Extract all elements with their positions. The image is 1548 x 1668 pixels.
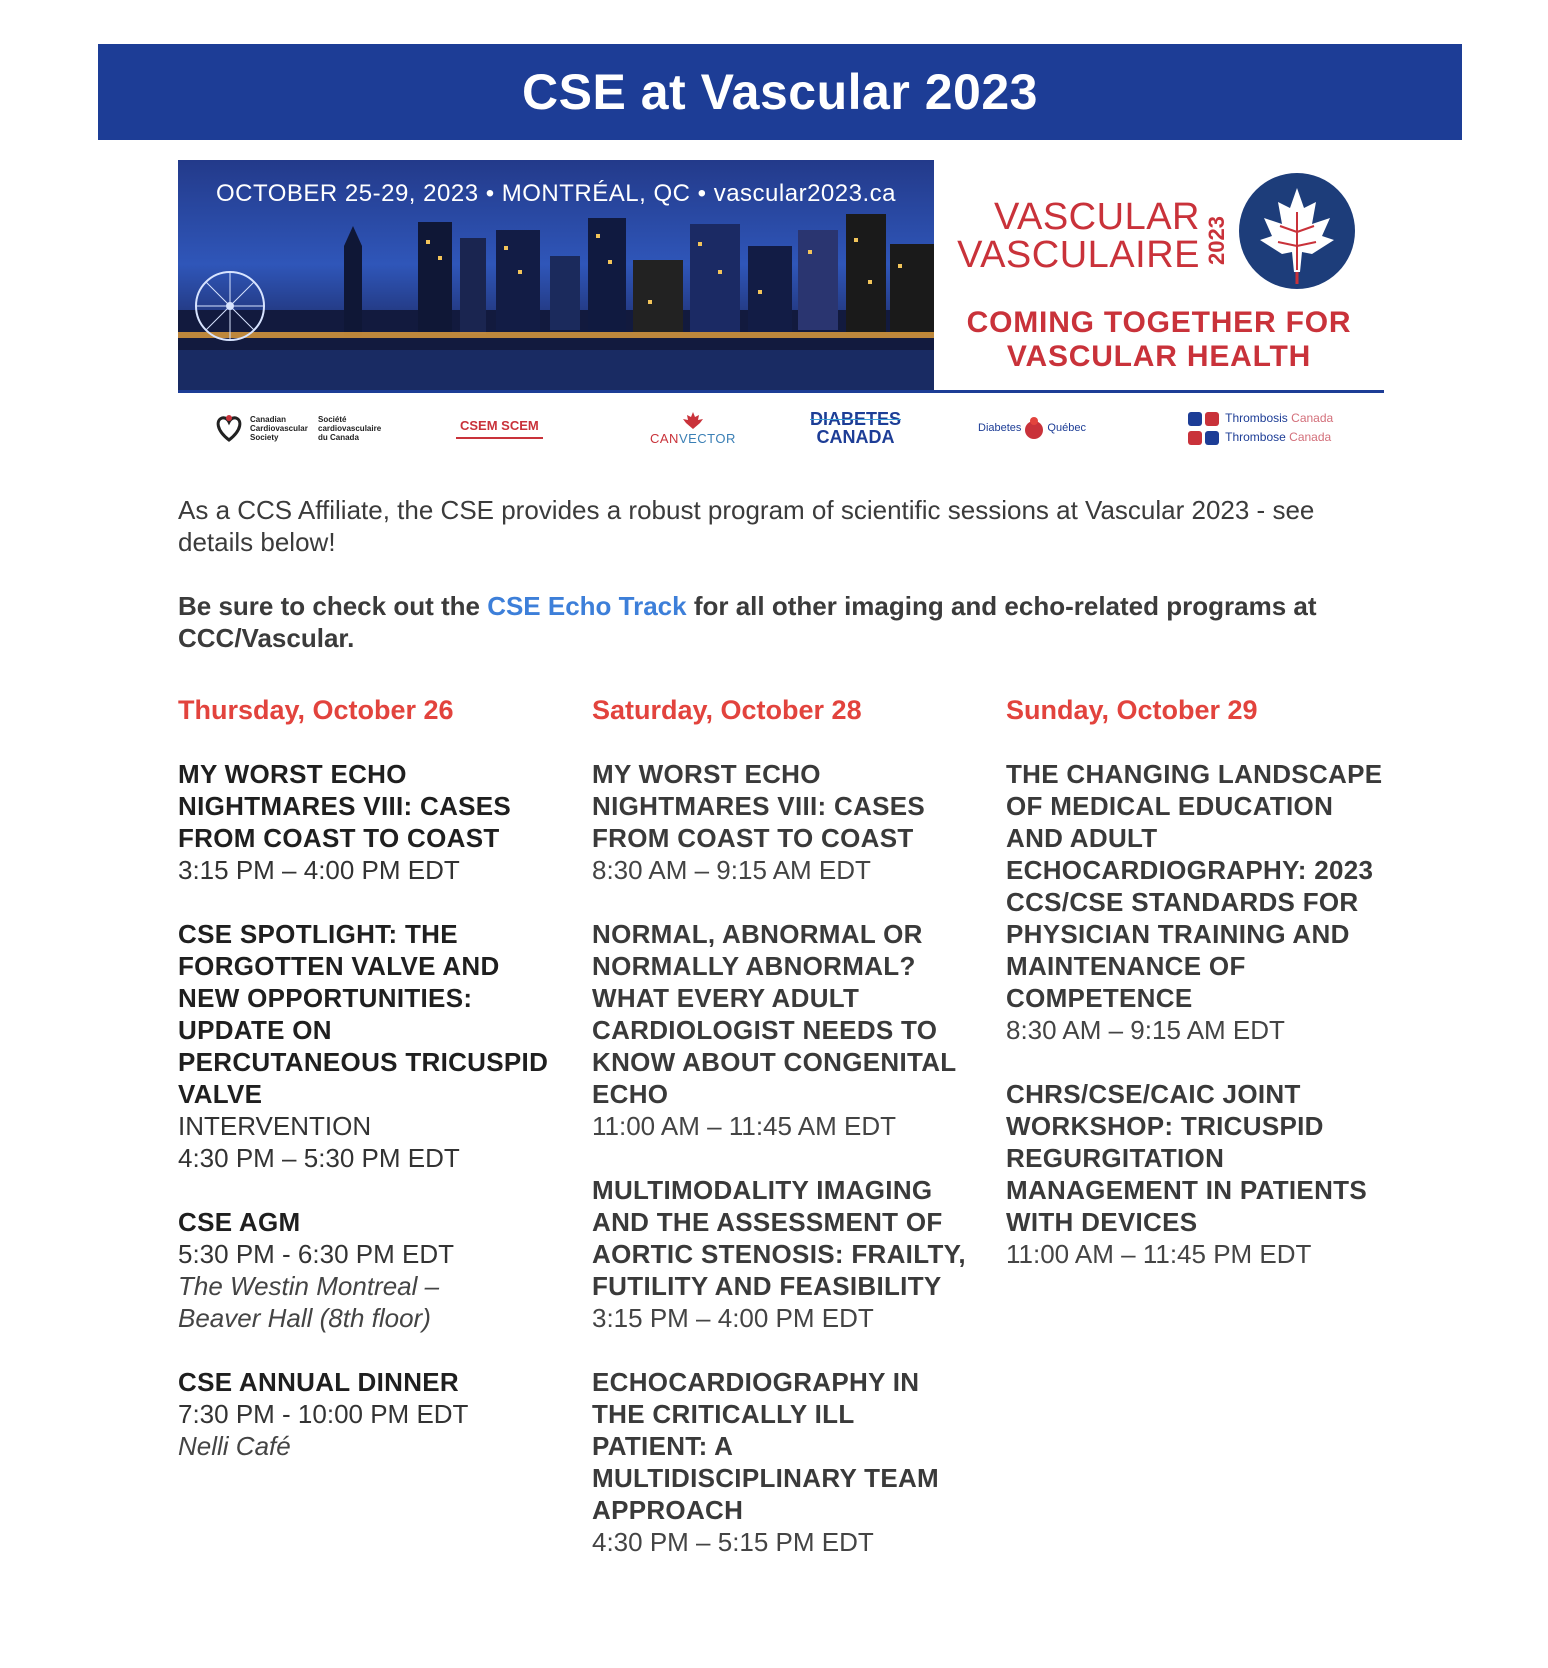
session-title: MULTIMODALITY IMAGING AND THE ASSESSMENT OF AORTIC STENOSIS: FRAILTY, FUTILITY AND FEASIBILITY xyxy=(592,1175,966,1301)
event-banner[interactable] xyxy=(178,160,1384,392)
session-title: CSE SPOTLIGHT: THE FORGOTTEN VALVE AND NEW OPPORTUNITIES: UPDATE ON PERCUTANEOUS TRICUSPID VALVE xyxy=(178,919,549,1109)
session-time: 8:30 AM – 9:15 AM EDT xyxy=(1006,1015,1285,1045)
session-time: 4:30 PM – 5:15 PM EDT xyxy=(592,1527,874,1557)
brand-year: 2023 xyxy=(1204,216,1229,266)
session-title: THE CHANGING LANDSCAPE OF MEDICAL EDUCATION AND ADULT ECHOCARDIOGRAPHY: 2023 CCS/CSE STANDARDS FOR PHYSICIAN TRAINING AND MAINTENANCE OF COMPETENCE xyxy=(1006,759,1383,1013)
thrombosis-canada-logo: Thrombosis Canada Thrombose Canada xyxy=(1188,398,1333,458)
session-location: The Westin Montreal – xyxy=(178,1271,440,1301)
heart-icon xyxy=(1205,412,1219,426)
session-item xyxy=(592,918,972,1142)
session-item xyxy=(178,918,558,1174)
banner-divider xyxy=(178,390,1384,393)
vascular-brand-panel xyxy=(934,160,1384,392)
session-time: 5:30 PM - 6:30 PM EDT xyxy=(178,1239,454,1269)
session-item xyxy=(1006,1078,1396,1270)
session-title: MY WORST ECHO NIGHTMARES VIII: CASES FROM COAST TO COAST xyxy=(178,759,512,853)
drop-icon xyxy=(1023,415,1045,441)
maple-leaf-heart-icon xyxy=(1238,172,1356,290)
maple-leaf-icon xyxy=(682,411,704,431)
day-heading: Sunday, October 29 xyxy=(1006,695,1258,725)
session-time: 11:00 AM – 11:45 AM EDT xyxy=(592,1111,896,1141)
schedule-column-saturday xyxy=(592,694,972,1590)
ccs-logo: Canadian Cardiovascular Society Société cardiovasculaire du Canada xyxy=(214,398,390,458)
day-heading: Thursday, October 26 xyxy=(178,695,454,725)
session-item xyxy=(178,1366,558,1462)
session-title: CSE AGM xyxy=(178,1207,301,1237)
cse-echo-track-link[interactable]: CSE Echo Track xyxy=(487,591,687,621)
schedule-column-sunday xyxy=(1006,694,1396,1302)
session-time: 11:00 AM – 11:45 PM EDT xyxy=(1006,1239,1312,1269)
partner-logos xyxy=(178,398,1384,458)
diabetes-quebec-logo: Diabetes Québec xyxy=(978,398,1086,458)
session-time: 4:30 PM – 5:30 PM EDT xyxy=(178,1143,460,1173)
session-location: Nelli Café xyxy=(178,1431,291,1461)
montreal-skyline-image xyxy=(178,160,934,392)
session-time: 8:30 AM – 9:15 AM EDT xyxy=(592,855,871,885)
echo-track-callout: Be sure to check out the CSE Echo Track for all other imaging and echo-related programs at CCC/Vascular. xyxy=(178,591,1317,653)
session-title: CHRS/CSE/CAIC JOINT WORKSHOP: TRICUSPID REGURGITATION MANAGEMENT IN PATIENTS WITH DEVICES xyxy=(1006,1079,1367,1237)
day-heading: Saturday, October 28 xyxy=(592,695,862,725)
intro-paragraph: As a CCS Affiliate, the CSE provides a robust program of scientific sessions at Vascular 2023 - see details below! xyxy=(178,495,1315,557)
brand-wordmark: VASCULAR VASCULAIRE xyxy=(957,196,1200,276)
session-title-tail: INTERVENTION xyxy=(178,1111,372,1141)
session-title: NORMAL, ABNORMAL OR NORMALLY ABNORMAL? WHAT EVERY ADULT CARDIOLOGIST NEEDS TO KNOW ABOUT CONGENITAL ECHO xyxy=(592,919,957,1109)
session-item xyxy=(178,758,558,886)
newsletter-header xyxy=(98,44,1462,140)
diabetes-canada-logo: DIABETES CANADA xyxy=(810,409,902,447)
session-title: CSE ANNUAL DINNER xyxy=(178,1367,460,1397)
leg-icon xyxy=(1205,431,1219,445)
event-dates-location: OCTOBER 25-29, 2023 • MONTRÉAL, QC • vascular2023.ca xyxy=(216,180,896,207)
session-item xyxy=(592,1366,972,1558)
session-item xyxy=(178,1206,558,1334)
ccs-heart-icon xyxy=(214,414,244,442)
session-title: MY WORST ECHO NIGHTMARES VIII: CASES FROM COAST TO COAST xyxy=(592,759,926,853)
session-time: 3:15 PM – 4:00 PM EDT xyxy=(592,1303,874,1333)
session-title: ECHOCARDIOGRAPHY IN THE CRITICALLY ILL PATIENT: A MULTIDISCIPLINARY TEAM APPROACH xyxy=(592,1367,939,1525)
page-title: CSE at Vascular 2023 xyxy=(522,64,1038,120)
session-time: 7:30 PM - 10:00 PM EDT xyxy=(178,1399,469,1429)
session-item xyxy=(1006,758,1396,1046)
session-time: 3:15 PM – 4:00 PM EDT xyxy=(178,855,460,885)
csem-logo: CSEM SCEM xyxy=(456,398,543,458)
session-item xyxy=(592,1174,972,1334)
brand-slogan: COMING TOGETHER FOR VASCULAR HEALTH xyxy=(966,306,1352,373)
schedule-column-thursday xyxy=(178,694,558,1494)
brain-icon xyxy=(1188,431,1202,445)
lungs-icon xyxy=(1188,412,1202,426)
session-item xyxy=(592,758,972,886)
session-location: Beaver Hall (8th floor) xyxy=(178,1303,431,1333)
canvector-logo: CANVECTOR xyxy=(650,398,736,458)
